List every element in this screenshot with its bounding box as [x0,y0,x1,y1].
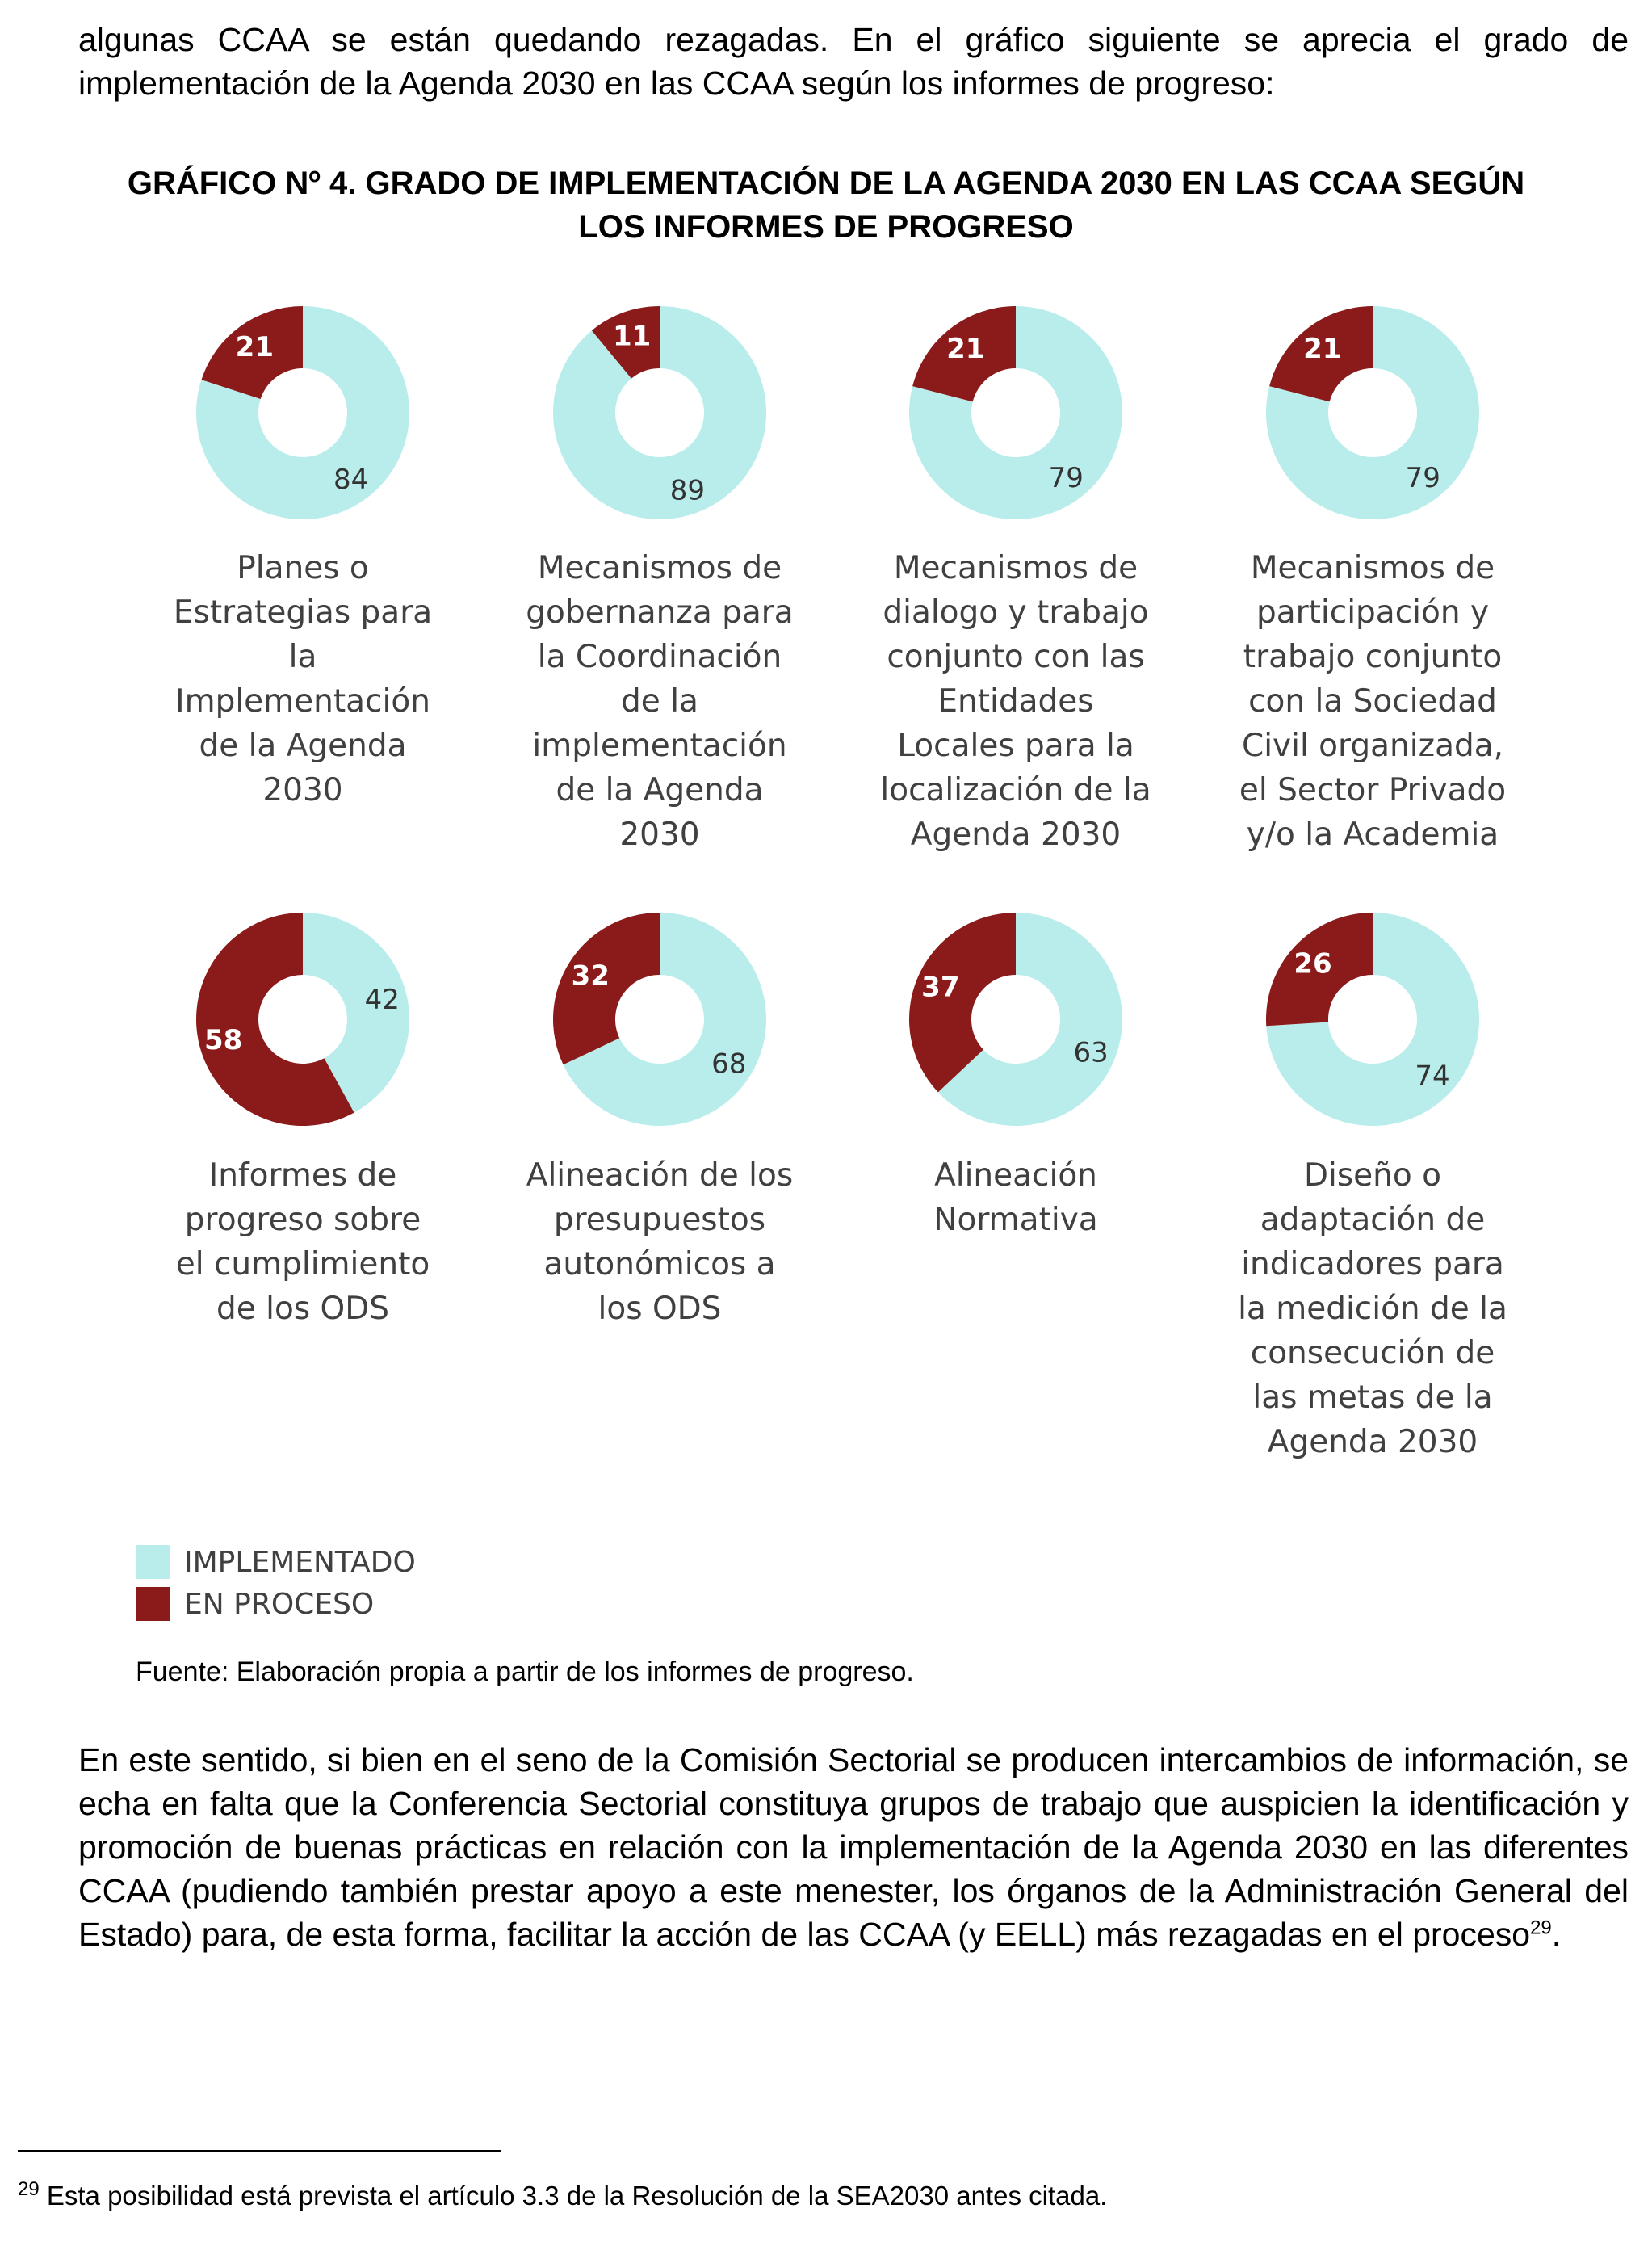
legend-item-implementado [136,1541,416,1583]
data-label-en-proceso: 21 [946,332,985,365]
data-label-en-proceso: 58 [204,1024,243,1057]
footnote-number: 29 [18,2178,40,2200]
donut-chart-5 [196,913,409,1126]
chart-label-6: Alineación de los presupuestos autonómicos a los ODS [526,1157,794,1327]
legend-item-en-proceso [136,1583,416,1625]
data-label-implementado: 79 [1048,462,1084,495]
legend-swatch-en-proceso [136,1587,170,1621]
donut-chart-8 [1266,913,1479,1126]
figure-title-line-2: LOS INFORMES DE PROGRESO [578,209,1074,245]
chart-label-5: Informes de progreso sobre el cumplimiento de los ODS [175,1157,430,1327]
legend-label-en-proceso: EN PROCESO [184,1587,375,1621]
data-label-implementado: 89 [669,474,706,507]
legend-label-implementado: IMPLEMENTADO [184,1545,416,1579]
donut-chart-2 [553,306,766,519]
data-label-en-proceso: 21 [235,330,275,363]
chart-legend [136,1541,416,1625]
slice-implementado [553,306,766,519]
data-label-implementado: 63 [1073,1036,1109,1069]
data-label-en-proceso: 32 [571,959,610,993]
donut-chart-7 [909,913,1122,1126]
data-label-implementado: 74 [1415,1060,1450,1093]
data-label-implementado: 84 [333,464,369,497]
donut-chart-3 [909,306,1122,519]
footnote [18,2178,1108,2211]
figure-title-line-1: GRÁFICO Nº 4. GRADO DE IMPLEMENTACIÓN DE LA AGENDA 2030 EN LAS CCAA SEGÚN [127,166,1525,201]
legend-swatch-implementado [136,1545,170,1579]
data-label-en-proceso: 37 [921,971,960,1004]
chart-label-8: Diseño o adaptación de indicadores para la medición de la consecución de las metas de la Agenda 2030 [1238,1157,1507,1460]
chart-label-7: Alineación Normativa [933,1157,1098,1238]
data-label-implementado: 68 [711,1048,747,1081]
data-label-implementado: 79 [1405,462,1440,495]
donut-chart-4 [1266,306,1479,519]
footnote-reference[interactable]: 29 [1530,1917,1552,1939]
source-note: Fuente: Elaboración propia a partir de los informes de progreso. [136,1656,914,1687]
intro-paragraph: algunas CCAA se están quedando rezagadas. En el gráfico siguiente se aprecia el grado de implementación de la Agenda 2030 en las CCAA según los informes de progreso: [78,21,1629,102]
body-paragraph-end: . [1551,1916,1562,1953]
donut-chart-1 [196,306,409,519]
footnote-text: Esta posibilidad está prevista el artículo 3.3 de la Resolución de la SEA2030 antes citada. [39,2181,1108,2211]
chart-label-4: Mecanismos de participación y trabajo conjunto con la Sociedad Civil organizada, el Sector Privado y/o la Academia [1239,550,1507,853]
data-label-implementado: 42 [364,983,400,1016]
body-paragraph [78,1738,1629,1956]
footnote-divider [18,2150,501,2152]
chart-label-1: Planes o Estrategias para la Implementación de la Agenda 2030 [173,550,433,808]
chart-label-2: Mecanismos de gobernanza para la Coordinación de la implementación de la Agenda 2030 [526,550,794,853]
body-paragraph-text: En este sentido, si bien en el seno de la Comisión Sectorial se producen intercambios de información, se echa en falta que la Conferencia Sectorial constituya grupos de trabajo que auspicien la identificación y promoción de buenas prácticas en relación con la implementación de la Agenda 2030 en las diferentes CCAA (pudiendo también prestar apoyo a este menester, los órganos de la Administración General del Estado) para, de esta forma, facilitar la acción de las CCAA (y EELL) más rezagadas en el proceso [78,1741,1629,1953]
donut-chart-6 [553,913,766,1126]
data-label-en-proceso: 26 [1294,947,1332,980]
data-label-en-proceso: 11 [612,320,652,353]
data-label-en-proceso: 21 [1303,332,1342,365]
chart-label-3: Mecanismos de dialogo y trabajo conjunto con las Entidades Locales para la localización de la Agenda 2030 [880,550,1151,853]
